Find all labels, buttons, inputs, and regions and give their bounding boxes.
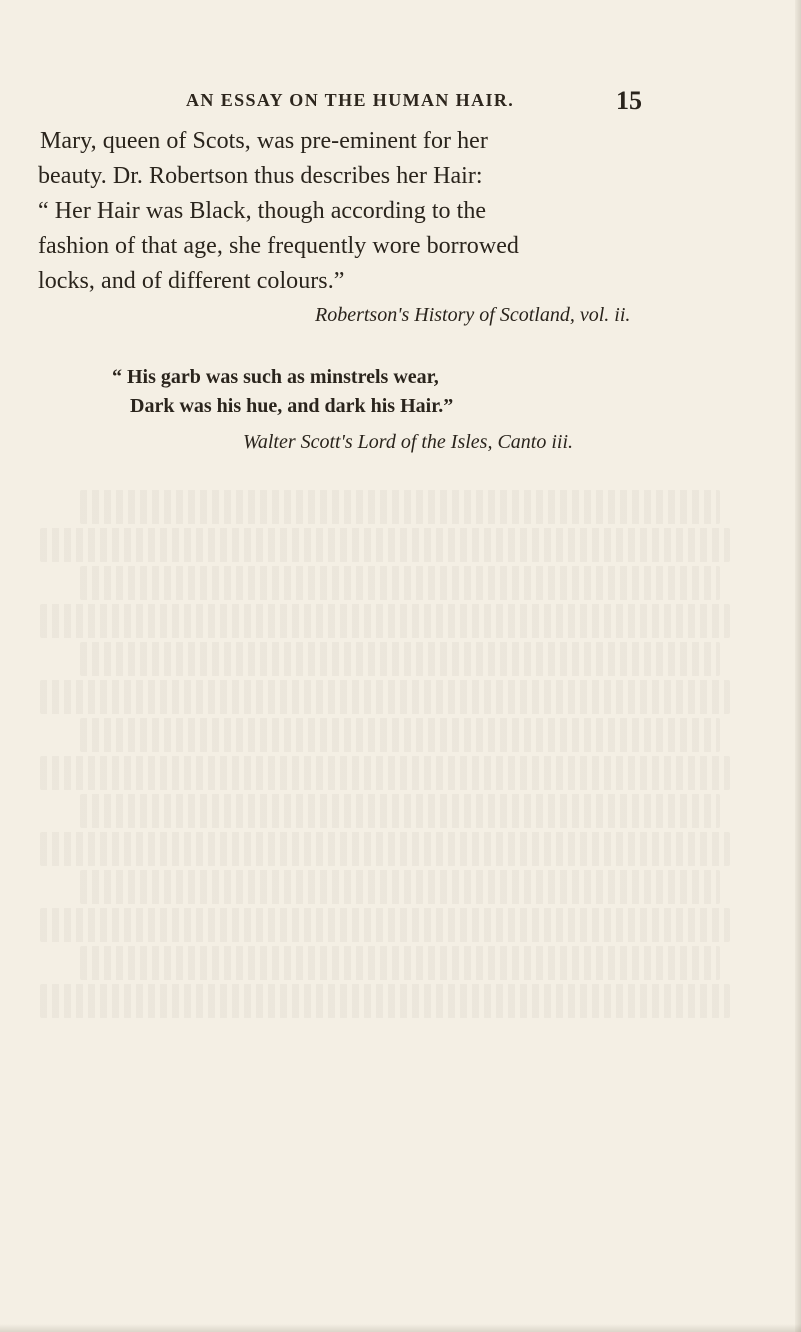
show-through-line [40, 984, 730, 1018]
verse-line: “ His garb was such as minstrels wear, [112, 366, 439, 388]
body-paragraph [40, 124, 670, 299]
robertson-citation [0, 304, 801, 334]
show-through-line [80, 794, 720, 828]
page-bottom-shadow [0, 1324, 801, 1332]
show-through-line [40, 756, 730, 790]
show-through-line [80, 946, 720, 980]
scott-citation [0, 431, 801, 461]
show-through-line [40, 528, 730, 562]
page-edge-shadow [795, 0, 801, 1332]
show-through-text [40, 490, 760, 1050]
show-through-line [40, 604, 730, 638]
show-through-line [80, 490, 720, 524]
scott-citation-text: Walter Scott's Lord of the Isles, Canto iii. [243, 431, 574, 453]
page-number: 15 [616, 86, 642, 115]
paragraph-line: beauty. Dr. Robertson thus describes her Hair: [38, 163, 483, 189]
paragraph-line: locks, and of different colours.” [38, 268, 345, 294]
running-head [0, 88, 801, 118]
verse-line: Dark was his hue, and dark his Hair.” [130, 395, 454, 417]
paragraph-line: fashion of that age, she frequently wore borrowed [38, 233, 519, 259]
show-through-line [80, 870, 720, 904]
show-through-line [40, 832, 730, 866]
show-through-line [80, 566, 720, 600]
show-through-line [80, 718, 720, 752]
robertson-citation-text: Robertson's History of Scotland, vol. ii. [315, 304, 631, 326]
show-through-line [40, 680, 730, 714]
show-through-line [40, 908, 730, 942]
running-head-title: AN ESSAY ON THE HUMAN HAIR. [186, 90, 515, 110]
show-through-line [80, 642, 720, 676]
paragraph-line: “ Her Hair was Black, though according to the [38, 198, 487, 224]
paragraph-line: Mary, queen of Scots, was pre-eminent for her [40, 128, 488, 154]
